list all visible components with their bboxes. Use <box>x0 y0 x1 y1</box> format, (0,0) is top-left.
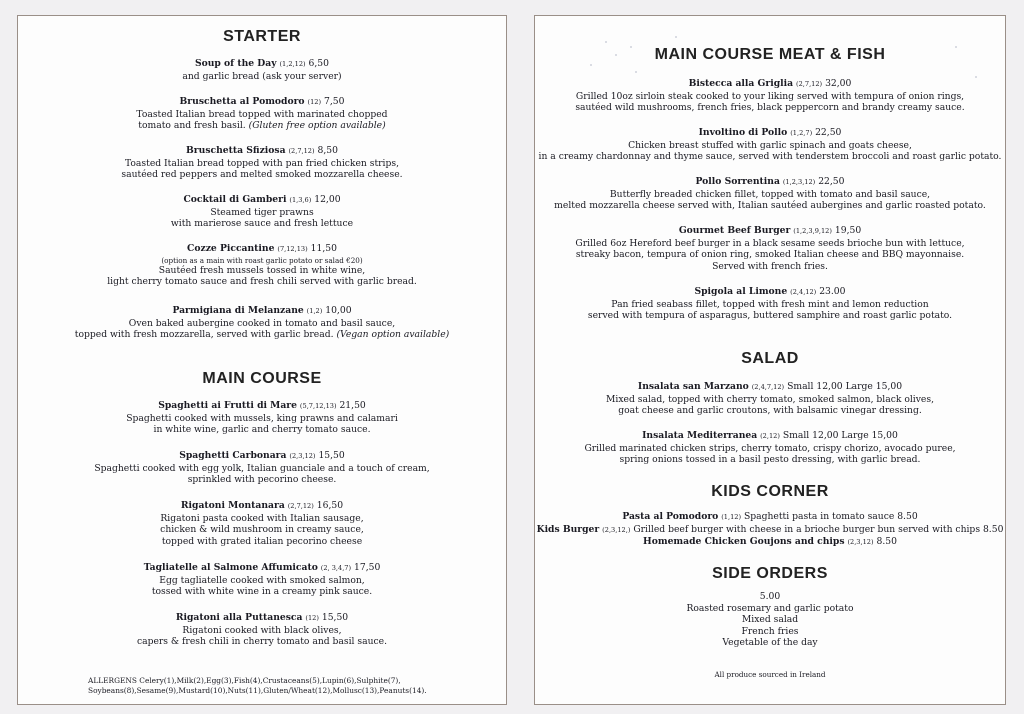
item-description: streaky bacon, tempura of onion ring, smoked Italian cheese and BBQ mayonnaise. <box>575 249 965 261</box>
allergen-code: (1,12) <box>721 513 742 521</box>
menu-item-bruschetta-sfiziosa <box>18 145 506 181</box>
allergen-code: (1,3,6) <box>289 196 312 204</box>
item-name: Homemade Chicken Goujons and chips <box>643 536 845 548</box>
item-name: Bruschetta al Pomodoro <box>179 96 305 107</box>
allergen-code: (2,4,12) <box>790 288 817 296</box>
item-description: topped with fresh mozzarella, served with garlic bread. <box>74 329 334 341</box>
menu-item-rigatoni-montanara <box>18 500 506 547</box>
item-description: tossed with white wine in a creamy pink sauce. <box>151 586 373 598</box>
item-description: sprinkled with pecorino cheese. <box>187 474 337 486</box>
starter-heading: STARTER <box>223 28 301 45</box>
item-name: Tagliatelle al Salmone Affumicato <box>143 562 318 573</box>
menu-item-pollo-sorrentina <box>535 176 1005 212</box>
item-description: Mixed salad, topped with cherry tomato, smoked salmon, black olives, <box>605 393 935 405</box>
kids-corner-heading: KIDS CORNER <box>711 483 829 500</box>
item-description: capers & fresh chili in cherry tomato and basil sauce. <box>136 636 388 648</box>
item-name: Rigatoni alla Puttanesca <box>175 612 303 623</box>
item-description: sautéed wild mushrooms, french fries, black peppercorn and brandy creamy sauce. <box>575 102 965 114</box>
item-name: Spigola al Limone <box>694 286 788 297</box>
menu-item-insalata-mediterranea <box>535 430 1005 466</box>
item-price: 8,50 <box>317 145 338 156</box>
item-price: 11,50 <box>310 243 337 254</box>
menu-item-spaghetti-frutti <box>18 400 506 436</box>
menu-item-spigola <box>535 286 1005 322</box>
item-name: Parmigiana di Melanzane <box>172 305 304 316</box>
left-menu-page <box>17 15 507 705</box>
item-name: Cocktail di Gamberi <box>183 194 287 205</box>
item-price: 21,50 <box>339 400 366 411</box>
menu-item-rigatoni-puttanesca <box>18 612 506 648</box>
item-price: 10,00 <box>325 305 352 316</box>
item-price: 32,00 <box>825 78 852 89</box>
menu-item-involtino <box>535 127 1005 163</box>
allergen-code: (2,3,12,) <box>602 525 631 534</box>
item-name: Spaghetti Carbonara <box>179 450 287 461</box>
allergen-code: (5,7,12,13) <box>299 402 337 410</box>
item-description: Spaghetti cooked with egg yolk, Italian guanciale and a touch of cream, <box>94 462 430 474</box>
side-orders-list <box>535 591 1005 649</box>
allergen-code: (1,2,12) <box>279 60 306 68</box>
allergen-code: (2,12) <box>760 432 780 440</box>
item-name: Insalata Mediterranea <box>642 430 758 441</box>
item-description: Spaghetti cooked with mussels, king prawns and calamari <box>126 412 398 424</box>
side-item: Mixed salad <box>741 614 799 626</box>
item-price: 7,50 <box>323 96 345 107</box>
item-description: Pan fried seabass fillet, topped with fresh mint and lemon reduction <box>611 298 929 310</box>
item-price: 22,50 <box>818 176 845 187</box>
item-note: (Vegan option available) <box>336 329 450 341</box>
item-description: Spaghetti pasta in tomato sauce 8.50 <box>743 511 918 522</box>
item-description: Toasted Italian bread topped with pan fried chicken strips, <box>124 157 399 169</box>
allergen-code: (7,12,13) <box>277 245 308 253</box>
side-item: French fries <box>741 625 799 637</box>
allergens-legend <box>88 676 427 696</box>
allergen-code: (1,2,3,12) <box>782 178 816 186</box>
main-course-heading: MAIN COURSE <box>202 370 322 387</box>
allergen-code: (2,7,12) <box>288 147 315 155</box>
item-name: Soup of the Day <box>194 58 277 69</box>
side-orders-price: 5.00 <box>759 591 781 602</box>
side-item: Roasted rosemary and garlic potato <box>686 602 854 614</box>
item-description: Oven baked aubergine cooked in tomato and basil sauce, <box>128 317 396 329</box>
menu-item-soup <box>18 58 506 82</box>
item-name: Rigatoni Montanara <box>180 500 285 511</box>
item-description: Butterfly breaded chicken fillet, topped with tomato and basil sauce, <box>609 188 931 200</box>
menu-item-parmigiana <box>18 305 506 341</box>
right-menu-page <box>534 15 1006 705</box>
allergen-code: (2,4,7,12) <box>751 383 785 391</box>
item-description: Chicken breast stuffed with garlic spinach and goats cheese, <box>628 139 912 151</box>
item-name: Kids Burger <box>536 523 600 535</box>
produce-footer <box>535 670 1005 679</box>
item-description: sautéed red peppers and melted smoked mozzarella cheese. <box>121 169 403 181</box>
item-description: Egg tagliatelle cooked with smoked salmon, <box>159 574 365 586</box>
allergen-code: (2, 3,4,7) <box>320 564 352 572</box>
item-name: Gourmet Beef Burger <box>678 225 791 236</box>
item-option-note: (option as a main with roast garlic potato or salad €20) <box>161 255 363 265</box>
meat-fish-heading: MAIN COURSE MEAT & FISH <box>654 46 886 63</box>
menu-item-bistecca <box>535 78 1005 114</box>
allergen-code: (1,2,3,9,12) <box>793 227 832 235</box>
item-name: Cozze Piccantine <box>187 243 275 254</box>
allergen-code: (1,2) <box>306 307 323 315</box>
allergen-code: (2,7,12) <box>796 80 823 88</box>
item-price: 23.00 <box>819 286 846 297</box>
item-description: served with tempura of asparagus, buttered samphire and roast garlic potato. <box>587 310 953 322</box>
item-description: chicken & wild mushroom in creamy sauce, <box>160 524 364 536</box>
allergens-line: Soybeans(8),Sesame(9),Mustard(10),Nuts(11),Gluten/Wheat(12),Mollusc(13),Peanuts(14). <box>88 686 427 695</box>
item-price: 22,50 <box>815 127 842 138</box>
item-price: 19,50 <box>834 225 862 236</box>
salad-heading: SALAD <box>741 350 799 367</box>
item-description: Toasted Italian bread topped with marinated chopped <box>136 108 388 120</box>
item-description: and garlic bread (ask your server) <box>182 70 342 82</box>
item-description: in white wine, garlic and cherry tomato sauce. <box>153 424 371 436</box>
item-name: Involtino di Pollo <box>698 127 788 138</box>
menu-item-tagliatelle-salmone <box>18 562 506 598</box>
item-price: 6,50 <box>308 58 329 69</box>
item-price: 15,50 <box>321 612 349 623</box>
item-price: 16,50 <box>316 500 344 511</box>
menu-item-cozze-piccantine <box>18 243 506 288</box>
kids-item-burger <box>535 524 1005 537</box>
item-name: Spaghetti ai Frutti di Mare <box>158 400 297 411</box>
item-name: Bruschetta Sfiziosa <box>186 145 286 156</box>
allergen-code: (2,3,12) <box>289 452 316 460</box>
allergen-code: (12) <box>305 614 319 622</box>
kids-item-goujons <box>535 536 1005 549</box>
item-description: spring onions tossed in a basil pesto dressing, with garlic bread. <box>619 454 921 466</box>
item-price: 17,50 <box>354 562 381 573</box>
item-description: Grilled beef burger with cheese in a brioche burger bun served with chips 8.50 <box>633 523 1004 535</box>
allergen-code: (12) <box>307 98 322 106</box>
item-description: Grilled 10oz sirloin steak cooked to your liking served with tempura of onion rings, <box>575 90 965 102</box>
item-description: melted mozzarella cheese served with, Italian sautéed aubergines and garlic roasted potato. <box>554 200 986 212</box>
item-description: Sautéed fresh mussels tossed in white wine, <box>158 264 366 276</box>
item-description: Rigatoni cooked with black olives, <box>182 624 342 636</box>
item-description: in a creamy chardonnay and thyme sauce, served with tenderstem broccoli and roast garlic potato. <box>538 151 1002 163</box>
item-price: 8.50 <box>876 536 897 548</box>
allergens-line: ALLERGENS Celery(1),Milk(2),Egg(3),Fish(4),Crustaceans(5),Lupin(6),Sulphite(7), <box>88 676 401 685</box>
produce-note: All produce sourced in Ireland <box>714 670 826 679</box>
item-description: tomato and fresh basil. <box>138 120 246 132</box>
side-item: Vegetable of the day <box>722 637 818 649</box>
allergen-code: (2,3,12) <box>847 538 874 547</box>
item-description: Served with french fries. <box>712 260 828 272</box>
allergen-code: (1,2,7) <box>790 129 813 137</box>
menu-item-cocktail-gamberi <box>18 194 506 230</box>
menu-item-carbonara <box>18 450 506 486</box>
item-description: Rigatoni pasta cooked with Italian sausage, <box>160 512 364 524</box>
item-price: 15,50 <box>318 450 345 461</box>
item-description: light cherry tomato sauce and fresh chili served with garlic bread. <box>107 276 417 288</box>
item-note: (Gluten free option available) <box>248 120 386 132</box>
item-name: Pasta al Pomodoro <box>622 511 719 522</box>
item-price: 12,00 <box>314 194 341 205</box>
item-description: topped with grated italian pecorino cheese <box>161 535 363 547</box>
menu-item-beef-burger <box>535 225 1005 272</box>
item-price: Small 12,00 Large 15,00 <box>787 381 903 392</box>
side-orders-heading: SIDE ORDERS <box>712 565 828 582</box>
item-description: goat cheese and garlic croutons, with balsamic vinegar dressing. <box>618 405 922 417</box>
item-description: Steamed tiger prawns <box>210 206 314 218</box>
item-description: Grilled 6oz Hereford beef burger in a black sesame seeds brioche bun with lettuce, <box>575 237 965 249</box>
item-name: Bistecca alla Griglia <box>688 78 794 89</box>
allergen-code: (2,7,12) <box>287 502 314 510</box>
item-description: Grilled marinated chicken strips, cherry tomato, crispy chorizo, avocado puree, <box>584 442 956 454</box>
item-name: Insalata san Marzano <box>637 381 749 392</box>
menu-item-insalata-marzano <box>535 381 1005 417</box>
item-description: with marierose sauce and fresh lettuce <box>170 218 354 230</box>
item-price: Small 12,00 Large 15,00 <box>782 430 898 441</box>
item-name: Pollo Sorrentina <box>695 176 780 187</box>
menu-item-bruschetta-pomodoro <box>18 96 506 132</box>
kids-item-pasta <box>535 511 1005 524</box>
kids-menu-list <box>535 511 1005 549</box>
